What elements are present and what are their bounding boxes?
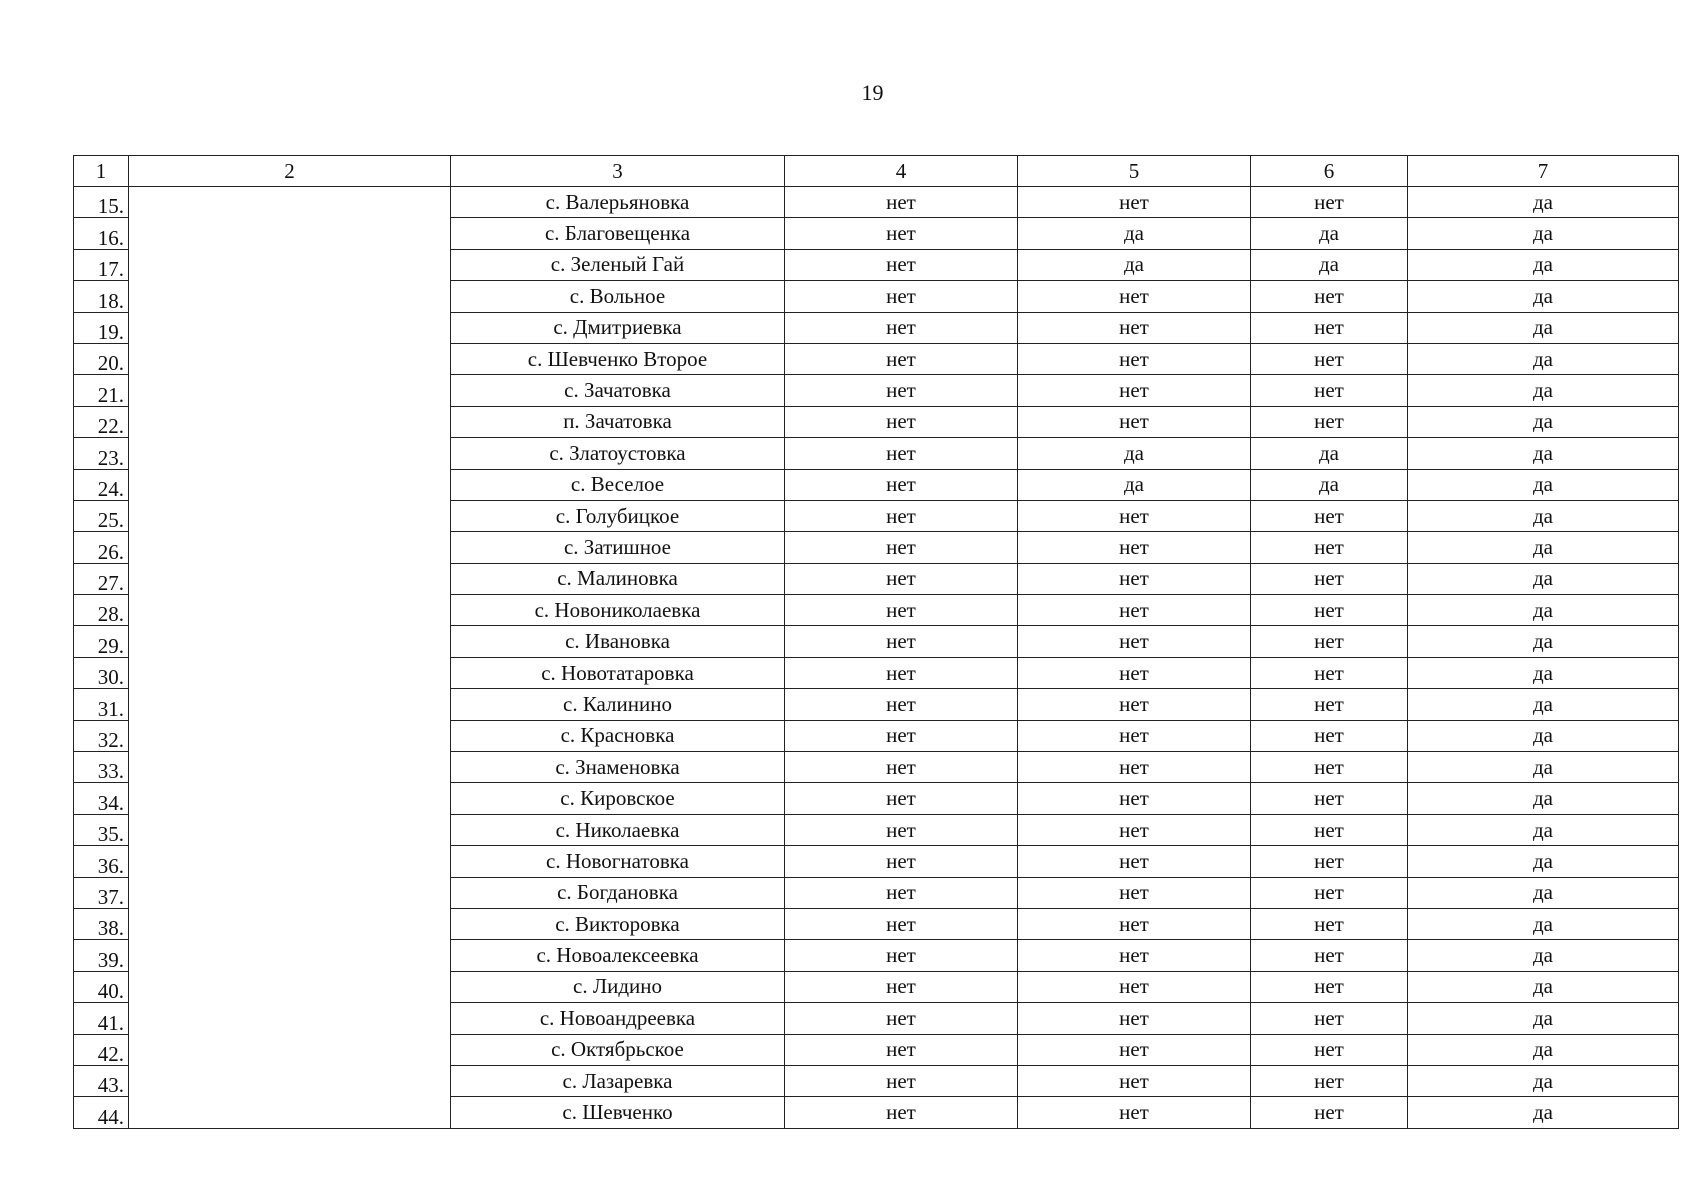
value-cell-c4: нет xyxy=(785,814,1018,845)
value-cell-c4: нет xyxy=(785,626,1018,657)
value-cell-c5: нет xyxy=(1018,375,1251,406)
value-cell-c7: да xyxy=(1408,563,1679,594)
row-number: 19. xyxy=(74,312,129,343)
settlement-name: с. Богдановка xyxy=(451,877,785,908)
value-cell-c5: нет xyxy=(1018,908,1251,939)
column-header-5: 5 xyxy=(1018,156,1251,187)
value-cell-c5: нет xyxy=(1018,940,1251,971)
value-cell-c6: нет xyxy=(1251,375,1408,406)
row-number: 15. xyxy=(74,187,129,218)
column-header-6: 6 xyxy=(1251,156,1408,187)
value-cell-c5: нет xyxy=(1018,814,1251,845)
settlement-name: с. Красновка xyxy=(451,720,785,751)
value-cell-c4: нет xyxy=(785,595,1018,626)
value-cell-c6: да xyxy=(1251,218,1408,249)
value-cell-c4: нет xyxy=(785,689,1018,720)
settlement-name: с. Лидино xyxy=(451,971,785,1002)
value-cell-c5: нет xyxy=(1018,563,1251,594)
settlement-name: с. Новоалексеевка xyxy=(451,940,785,971)
settlement-name: с. Николаевка xyxy=(451,814,785,845)
value-cell-c7: да xyxy=(1408,500,1679,531)
value-cell-c7: да xyxy=(1408,877,1679,908)
value-cell-c6: да xyxy=(1251,438,1408,469)
value-cell-c6: нет xyxy=(1251,532,1408,563)
value-cell-c5: нет xyxy=(1018,971,1251,1002)
row-number: 42. xyxy=(74,1034,129,1065)
row-number: 20. xyxy=(74,343,129,374)
settlement-name: с. Октябрьское xyxy=(451,1034,785,1065)
value-cell-c5: нет xyxy=(1018,1097,1251,1128)
value-cell-c5: да xyxy=(1018,249,1251,280)
row-number: 21. xyxy=(74,375,129,406)
settlement-name: с. Калинино xyxy=(451,689,785,720)
value-cell-c5: нет xyxy=(1018,846,1251,877)
row-number: 39. xyxy=(74,940,129,971)
value-cell-c6: нет xyxy=(1251,971,1408,1002)
settlement-name: с. Шевченко xyxy=(451,1097,785,1128)
value-cell-c5: нет xyxy=(1018,752,1251,783)
row-number: 31. xyxy=(74,689,129,720)
column-header-4: 4 xyxy=(785,156,1018,187)
settlement-name: с. Шевченко Второе xyxy=(451,343,785,374)
value-cell-c7: да xyxy=(1408,438,1679,469)
value-cell-c6: нет xyxy=(1251,626,1408,657)
row-number: 38. xyxy=(74,908,129,939)
value-cell-c5: да xyxy=(1018,469,1251,500)
column-header-1: 1 xyxy=(74,156,129,187)
settlement-name: с. Новониколаевка xyxy=(451,595,785,626)
settlement-name: п. Зачатовка xyxy=(451,406,785,437)
row-number: 41. xyxy=(74,1003,129,1034)
value-cell-c6: нет xyxy=(1251,940,1408,971)
row-number: 44. xyxy=(74,1097,129,1128)
row-number: 34. xyxy=(74,783,129,814)
row-number: 29. xyxy=(74,626,129,657)
value-cell-c4: нет xyxy=(785,500,1018,531)
value-cell-c7: да xyxy=(1408,375,1679,406)
value-cell-c4: нет xyxy=(785,720,1018,751)
value-cell-c4: нет xyxy=(785,846,1018,877)
value-cell-c6: нет xyxy=(1251,752,1408,783)
value-cell-c6: нет xyxy=(1251,689,1408,720)
settlement-name: с. Викторовка xyxy=(451,908,785,939)
value-cell-c5: нет xyxy=(1018,406,1251,437)
value-cell-c5: нет xyxy=(1018,281,1251,312)
value-cell-c4: нет xyxy=(785,438,1018,469)
value-cell-c6: нет xyxy=(1251,877,1408,908)
value-cell-c4: нет xyxy=(785,312,1018,343)
value-cell-c4: нет xyxy=(785,657,1018,688)
value-cell-c5: нет xyxy=(1018,343,1251,374)
row-number: 26. xyxy=(74,532,129,563)
value-cell-c7: да xyxy=(1408,406,1679,437)
value-cell-c5: нет xyxy=(1018,657,1251,688)
value-cell-c6: нет xyxy=(1251,595,1408,626)
value-cell-c6: нет xyxy=(1251,281,1408,312)
value-cell-c5: нет xyxy=(1018,532,1251,563)
value-cell-c5: нет xyxy=(1018,1034,1251,1065)
value-cell-c7: да xyxy=(1408,343,1679,374)
settlement-name: с. Златоустовка xyxy=(451,438,785,469)
value-cell-c6: нет xyxy=(1251,814,1408,845)
value-cell-c4: нет xyxy=(785,752,1018,783)
settlements-table xyxy=(73,155,1679,1129)
settlement-name: с. Веселое xyxy=(451,469,785,500)
settlement-name: с. Знаменовка xyxy=(451,752,785,783)
settlement-name: с. Вольное xyxy=(451,281,785,312)
value-cell-c5: нет xyxy=(1018,783,1251,814)
value-cell-c5: да xyxy=(1018,438,1251,469)
table-body xyxy=(74,187,1679,1129)
value-cell-c4: нет xyxy=(785,877,1018,908)
value-cell-c4: нет xyxy=(785,908,1018,939)
settlement-name: с. Малиновка xyxy=(451,563,785,594)
row-number: 22. xyxy=(74,406,129,437)
value-cell-c6: нет xyxy=(1251,500,1408,531)
value-cell-c7: да xyxy=(1408,187,1679,218)
value-cell-c7: да xyxy=(1408,1097,1679,1128)
column-header-3: 3 xyxy=(451,156,785,187)
row-number: 37. xyxy=(74,877,129,908)
column-header-7: 7 xyxy=(1408,156,1679,187)
value-cell-c6: нет xyxy=(1251,343,1408,374)
settlement-name: с. Голубицкое xyxy=(451,500,785,531)
value-cell-c7: да xyxy=(1408,249,1679,280)
value-cell-c5: нет xyxy=(1018,187,1251,218)
value-cell-c4: нет xyxy=(785,343,1018,374)
value-cell-c6: нет xyxy=(1251,1065,1408,1096)
settlement-name: с. Лазаревка xyxy=(451,1065,785,1096)
value-cell-c4: нет xyxy=(785,563,1018,594)
value-cell-c5: нет xyxy=(1018,500,1251,531)
value-cell-c6: нет xyxy=(1251,406,1408,437)
value-cell-c6: нет xyxy=(1251,1097,1408,1128)
value-cell-c4: нет xyxy=(785,469,1018,500)
value-cell-c4: нет xyxy=(785,406,1018,437)
value-cell-c6: нет xyxy=(1251,1034,1408,1065)
column-header-2: 2 xyxy=(129,156,451,187)
row-number: 35. xyxy=(74,814,129,845)
value-cell-c5: да xyxy=(1018,218,1251,249)
municipality-cell xyxy=(129,187,451,1129)
value-cell-c4: нет xyxy=(785,375,1018,406)
settlement-name: с. Кировское xyxy=(451,783,785,814)
value-cell-c7: да xyxy=(1408,814,1679,845)
row-number: 40. xyxy=(74,971,129,1002)
value-cell-c7: да xyxy=(1408,908,1679,939)
value-cell-c7: да xyxy=(1408,1034,1679,1065)
value-cell-c7: да xyxy=(1408,689,1679,720)
value-cell-c5: нет xyxy=(1018,720,1251,751)
value-cell-c4: нет xyxy=(785,1034,1018,1065)
row-number: 28. xyxy=(74,595,129,626)
value-cell-c5: нет xyxy=(1018,1065,1251,1096)
value-cell-c5: нет xyxy=(1018,1003,1251,1034)
value-cell-c7: да xyxy=(1408,1003,1679,1034)
value-cell-c7: да xyxy=(1408,595,1679,626)
value-cell-c6: нет xyxy=(1251,657,1408,688)
value-cell-c7: да xyxy=(1408,940,1679,971)
row-number: 24. xyxy=(74,469,129,500)
value-cell-c4: нет xyxy=(785,532,1018,563)
value-cell-c4: нет xyxy=(785,940,1018,971)
value-cell-c5: нет xyxy=(1018,626,1251,657)
row-number: 33. xyxy=(74,752,129,783)
value-cell-c6: нет xyxy=(1251,908,1408,939)
value-cell-c5: нет xyxy=(1018,877,1251,908)
value-cell-c6: нет xyxy=(1251,187,1408,218)
settlement-name: с. Новоандреевка xyxy=(451,1003,785,1034)
value-cell-c7: да xyxy=(1408,1065,1679,1096)
settlement-name: с. Ивановка xyxy=(451,626,785,657)
settlement-name: с. Благовещенка xyxy=(451,218,785,249)
value-cell-c7: да xyxy=(1408,281,1679,312)
value-cell-c7: да xyxy=(1408,971,1679,1002)
value-cell-c6: нет xyxy=(1251,783,1408,814)
value-cell-c5: нет xyxy=(1018,595,1251,626)
value-cell-c4: нет xyxy=(785,1065,1018,1096)
value-cell-c7: да xyxy=(1408,626,1679,657)
row-number: 18. xyxy=(74,281,129,312)
row-number: 32. xyxy=(74,720,129,751)
settlement-name: с. Затишное xyxy=(451,532,785,563)
value-cell-c7: да xyxy=(1408,752,1679,783)
value-cell-c4: нет xyxy=(785,783,1018,814)
value-cell-c6: нет xyxy=(1251,720,1408,751)
value-cell-c7: да xyxy=(1408,846,1679,877)
value-cell-c7: да xyxy=(1408,720,1679,751)
row-number: 25. xyxy=(74,500,129,531)
value-cell-c7: да xyxy=(1408,657,1679,688)
table-row xyxy=(74,187,1679,218)
row-number: 16. xyxy=(74,218,129,249)
value-cell-c7: да xyxy=(1408,218,1679,249)
value-cell-c4: нет xyxy=(785,249,1018,280)
row-number: 36. xyxy=(74,846,129,877)
value-cell-c6: нет xyxy=(1251,563,1408,594)
page-number: 19 xyxy=(861,80,884,105)
value-cell-c6: нет xyxy=(1251,1003,1408,1034)
value-cell-c5: нет xyxy=(1018,312,1251,343)
value-cell-c6: нет xyxy=(1251,312,1408,343)
row-number: 17. xyxy=(74,249,129,280)
value-cell-c6: нет xyxy=(1251,846,1408,877)
header-row xyxy=(74,156,1679,187)
value-cell-c7: да xyxy=(1408,783,1679,814)
value-cell-c6: да xyxy=(1251,249,1408,280)
value-cell-c7: да xyxy=(1408,532,1679,563)
value-cell-c4: нет xyxy=(785,1097,1018,1128)
row-number: 27. xyxy=(74,563,129,594)
settlement-name: с. Дмитриевка xyxy=(451,312,785,343)
row-number: 23. xyxy=(74,438,129,469)
value-cell-c4: нет xyxy=(785,218,1018,249)
settlement-name: с. Зеленый Гай xyxy=(451,249,785,280)
value-cell-c4: нет xyxy=(785,281,1018,312)
value-cell-c5: нет xyxy=(1018,689,1251,720)
settlement-name: с. Валерьяновка xyxy=(451,187,785,218)
value-cell-c7: да xyxy=(1408,469,1679,500)
value-cell-c4: нет xyxy=(785,971,1018,1002)
settlement-name: с. Новотатаровка xyxy=(451,657,785,688)
value-cell-c7: да xyxy=(1408,312,1679,343)
row-number: 43. xyxy=(74,1065,129,1096)
value-cell-c4: нет xyxy=(785,187,1018,218)
row-number: 30. xyxy=(74,657,129,688)
value-cell-c6: да xyxy=(1251,469,1408,500)
value-cell-c4: нет xyxy=(785,1003,1018,1034)
settlement-name: с. Новогнатовка xyxy=(451,846,785,877)
settlement-name: с. Зачатовка xyxy=(451,375,785,406)
